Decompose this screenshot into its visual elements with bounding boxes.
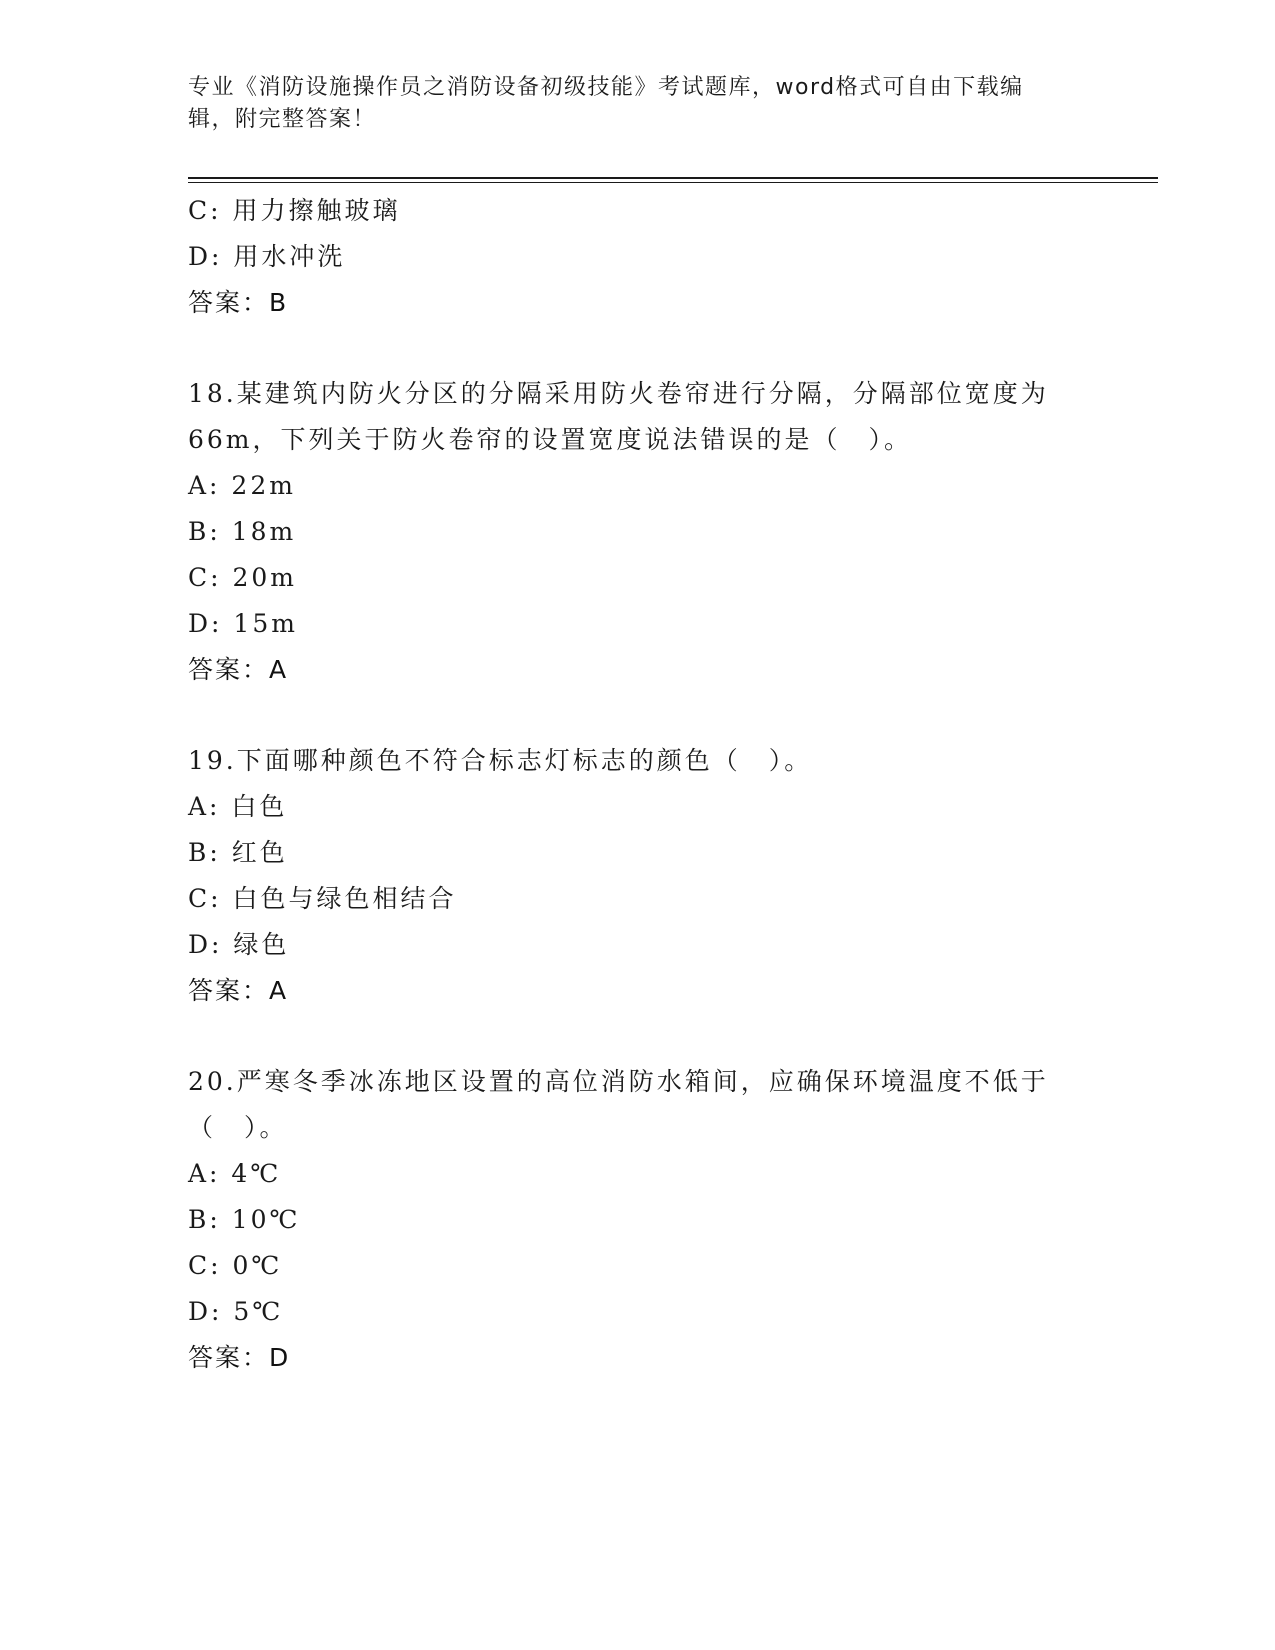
- answer-label: 答案：A: [188, 655, 289, 684]
- option-c: C: 0℃: [188, 1251, 283, 1280]
- question-19: [188, 738, 1088, 1014]
- option-a: A: 22m: [188, 471, 296, 500]
- header-divider-thick: [188, 177, 1158, 179]
- option-a: A: 白色: [188, 792, 288, 821]
- document-header: [188, 72, 1068, 136]
- option-a: A: 4℃: [188, 1159, 282, 1188]
- option-b: B: 红色: [188, 838, 288, 867]
- option-d: D: 15m: [188, 609, 298, 638]
- answer-label: 答案：B: [188, 288, 289, 317]
- header-divider-thin: [188, 182, 1158, 183]
- header-line-2: 辑，附完整答案！: [188, 107, 377, 132]
- question-list: [188, 188, 1088, 1381]
- answer-label: 答案：A: [188, 976, 289, 1005]
- question-stem: 18.某建筑内防火分区的分隔采用防火卷帘进行分隔，分隔部位宽度为: [188, 379, 1049, 408]
- question-stem: 20.严寒冬季冰冻地区设置的高位消防水箱间，应确保环境温度不低于: [188, 1067, 1049, 1096]
- option-c: C: 用力擦触玻璃: [188, 196, 401, 225]
- option-d: D: 5℃: [188, 1297, 284, 1326]
- option-d: D: 用水冲洗: [188, 242, 346, 271]
- option-b: B: 18m: [188, 517, 297, 546]
- option-c: C: 白色与绿色相结合: [188, 884, 457, 913]
- question-18: [188, 371, 1088, 693]
- option-c: C: 20m: [188, 563, 298, 592]
- question-17-tail: [188, 188, 1088, 326]
- question-stem: 19.下面哪种颜色不符合标志灯标志的颜色（ ）。: [188, 746, 813, 775]
- option-d: D: 绿色: [188, 930, 290, 959]
- question-stem-continued: （ ）。: [188, 1113, 288, 1142]
- question-stem-continued: 66m，下列关于防火卷帘的设置宽度说法错误的是（ ）。: [188, 425, 913, 454]
- question-20: [188, 1059, 1088, 1381]
- header-line-1: 专业《消防设施操作员之消防设备初级技能》考试题库，word格式可自由下载编: [188, 75, 1024, 100]
- option-b: B: 10℃: [188, 1205, 301, 1234]
- answer-label: 答案：D: [188, 1343, 291, 1372]
